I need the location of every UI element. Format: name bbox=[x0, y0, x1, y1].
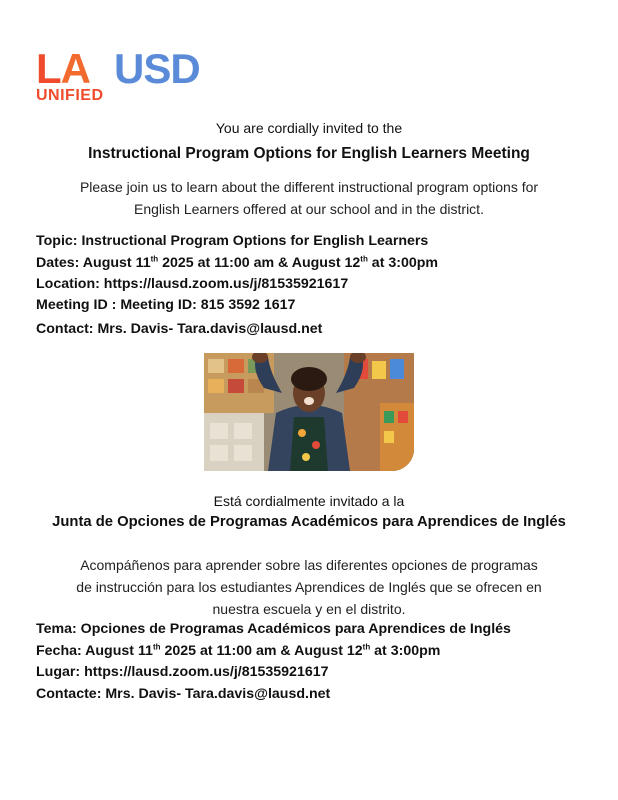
fecha-prefix: Fecha: August 11 bbox=[36, 643, 153, 659]
english-topic: Topic: Instructional Program Options for English Learners bbox=[36, 233, 429, 249]
logo-unified-text: UNIFIED bbox=[36, 87, 104, 104]
english-location-link[interactable]: Location: https://lausd.zoom.us/j/81535921617 bbox=[36, 276, 349, 292]
spanish-tema: Tema: Opciones de Programas Académicos para Aprendices de Inglés bbox=[36, 621, 511, 637]
spanish-title: Junta de Opciones de Programas Académicos para Aprendices de Inglés bbox=[52, 514, 566, 530]
fecha-suffix: at 3:00pm bbox=[370, 643, 441, 659]
dates-suffix: at 3:00pm bbox=[367, 255, 439, 271]
english-meeting-id: Meeting ID : Meeting ID: 815 3592 1617 bbox=[36, 297, 296, 313]
fecha-mid: 2025 at 11:00 am & August 12 bbox=[160, 643, 363, 659]
fecha-sup1: th bbox=[152, 642, 161, 652]
child-photo bbox=[204, 353, 414, 471]
dates-sup2: th bbox=[360, 254, 368, 264]
english-intro-line2: English Learners offered at our school and in the district. bbox=[134, 201, 484, 217]
english-intro-line1: Please join us to learn about the different instructional program options for bbox=[79, 179, 539, 195]
english-contact[interactable]: Contact: Mrs. Davis- Tara.davis@lausd.net bbox=[36, 321, 323, 337]
english-invite: You are cordially invited to the bbox=[215, 120, 403, 136]
spanish-lugar-link[interactable]: Lugar: https://lausd.zoom.us/j/81535921617 bbox=[36, 664, 329, 680]
dates-mid: 2025 at 11:00 am & August 12 bbox=[158, 255, 361, 271]
spanish-invite: Está cordialmente invitado a la bbox=[213, 493, 405, 509]
lausd-logo bbox=[36, 45, 208, 106]
spanish-intro-line1: Acompáñenos para aprender sobre las diferentes opciones de programas bbox=[80, 557, 538, 573]
logo-la-text bbox=[36, 45, 90, 92]
english-title: Instructional Program Options for English Learners Meeting bbox=[88, 145, 530, 162]
logo-letter-a: A bbox=[60, 45, 90, 92]
dates-sup1: th bbox=[150, 254, 159, 264]
spanish-intro-line2: de instrucción para los estudiantes Aprendices de Inglés que se ofrecen en bbox=[76, 579, 542, 595]
english-dates bbox=[36, 254, 438, 272]
child-photo-illustration bbox=[204, 353, 414, 471]
dates-prefix: Dates: August 11 bbox=[36, 255, 151, 271]
spanish-fecha bbox=[36, 642, 440, 660]
logo-usd-text: USD bbox=[114, 45, 200, 92]
spanish-intro-line3: nuestra escuela y en el distrito. bbox=[212, 601, 406, 617]
fecha-sup2: th bbox=[362, 642, 371, 652]
spanish-contacte[interactable]: Contacte: Mrs. Davis- Tara.davis@lausd.net bbox=[36, 686, 331, 702]
logo-letter-l: L bbox=[36, 45, 61, 92]
